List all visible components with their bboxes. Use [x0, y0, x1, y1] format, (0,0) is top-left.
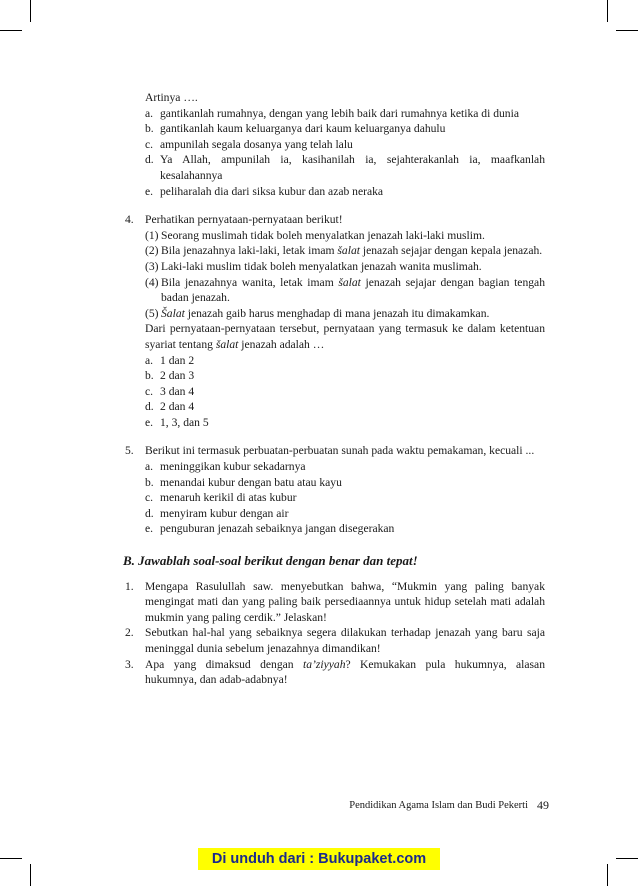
crop-mark [0, 30, 22, 31]
option-item [145, 106, 545, 122]
question-prompt: Dari pernyataan-pernyataan tersebut, pernyataan yang termasuk ke dalam ketentuan syariat tentang šalat jenazah adalah … [145, 322, 545, 351]
option-label: a. [145, 106, 154, 120]
question-number: 4. [125, 213, 134, 227]
statement-label: (5) [145, 306, 159, 320]
statement-item [145, 275, 545, 306]
option-label: c. [145, 491, 154, 505]
option-item [145, 459, 545, 475]
statement-text: Bila jenazahnya laki-laki, letak imam šalat jenazah sejajar dengan kepala jenazah. [161, 244, 543, 258]
page-content [125, 90, 545, 688]
option-text: gantikanlah rumahnya, dengan yang lebih baik dari rumahnya ketika di dunia [160, 106, 519, 120]
option-label: e. [145, 415, 154, 429]
option-item [145, 353, 545, 369]
option-text: 3 dan 4 [160, 384, 195, 398]
statement-label: (3) [145, 259, 159, 273]
q3-intro: Artinya …. [145, 91, 198, 104]
option-text: meninggikan kubur sekadarnya [160, 460, 306, 474]
question-number: 1. [125, 579, 134, 593]
option-label: e. [145, 522, 154, 536]
option-text: ampunilah segala dosanya yang telah lalu [160, 137, 353, 151]
statement-text: Bila jenazahnya wanita, letak imam šalat jenazah sejajar dengan bagian tengah badan jenazah. [161, 275, 545, 305]
option-item [145, 399, 545, 415]
statement-item [145, 243, 545, 259]
essay-question [125, 625, 545, 656]
option-label: b. [145, 369, 154, 383]
statement-item [145, 228, 545, 244]
question-text: Sebutkan hal-hal yang sebaiknya segera dilakukan terhadap jenazah yang baru saja meninggal dunia sebelum jenazahnya dimandikan! [145, 626, 545, 655]
option-item [145, 506, 545, 522]
option-label: d. [145, 400, 154, 414]
crop-mark [30, 0, 31, 22]
option-text: 1 dan 2 [160, 353, 195, 367]
option-text: 2 dan 3 [160, 369, 195, 383]
statement-text: Seorang muslimah tidak boleh menyalatkan jenazah laki-laki muslim. [161, 228, 485, 242]
option-text: penguburan jenazah sebaiknya jangan disegerakan [160, 522, 395, 536]
question-text: Berikut ini termasuk perbuatan-perbuatan sunah pada waktu pemakaman, kecuali ... [145, 444, 535, 458]
option-label: b. [145, 122, 154, 136]
crop-mark [607, 0, 608, 22]
option-text: gantikanlah kaum keluarganya dari kaum keluarganya dahulu [160, 122, 446, 136]
statement-text: Laki-laki muslim tidak boleh menyalatkan jenazah wanita muslimah. [161, 259, 482, 273]
download-banner[interactable]: Di unduh dari : Bukupaket.com [198, 848, 440, 870]
option-text: Ya Allah, ampunilah ia, kasihanilah ia, sejahterakanlah ia, maafkanlah kesalahannya [160, 153, 545, 182]
question-4 [125, 212, 545, 228]
option-item [145, 521, 545, 537]
crop-mark [30, 864, 31, 886]
question-number: 3. [125, 657, 134, 671]
footer-book-title: Pendidikan Agama Islam dan Budi Pekerti [349, 800, 528, 811]
option-text: 2 dan 4 [160, 400, 195, 414]
question-text: Perhatikan pernyataan-pernyataan berikut! [145, 213, 343, 227]
option-label: a. [145, 460, 154, 474]
section-b-title: B. Jawablah soal-soal berikut dengan benar dan tepat! [123, 553, 418, 569]
essay-question [125, 657, 545, 688]
option-text: menandai kubur dengan batu atau kayu [160, 475, 342, 489]
statement-label: (2) [145, 244, 159, 258]
option-item [145, 152, 545, 183]
statement-text: Šalat jenazah gaib harus menghadap di mana jenazah itu dimakamkan. [161, 306, 490, 320]
option-text: peliharalah dia dari siksa kubur dan azab neraka [160, 184, 384, 198]
option-text: menaruh kerikil di atas kubur [160, 491, 297, 505]
option-item [145, 137, 545, 153]
question-text: Mengapa Rasulullah saw. menyebutkan bahwa, “Mukmin yang paling banyak mengingat mati dan yang paling baik persediaannya untuk hidup setelah mati adalah mukmin yang paling cerdik.” Jelaskan! [145, 579, 545, 624]
statement-label: (4) [145, 275, 159, 289]
q3-options [125, 106, 545, 200]
option-item [145, 368, 545, 384]
option-item [145, 475, 545, 491]
option-item [145, 490, 545, 506]
option-item [145, 121, 545, 137]
option-item [145, 184, 545, 200]
option-label: e. [145, 184, 154, 198]
page-number: 49 [537, 798, 549, 812]
statement-item [145, 306, 545, 322]
option-item [145, 415, 545, 431]
crop-mark [616, 30, 638, 31]
statement-label: (1) [145, 228, 159, 242]
question-5 [125, 443, 545, 459]
crop-mark [607, 864, 608, 886]
question-text: Apa yang dimaksud dengan ta’ziyyah? Kemukakan pula hukumnya, alasan hukumnya, dan adab-adabnya! [145, 657, 546, 687]
crop-mark [616, 858, 638, 859]
option-label: a. [145, 353, 154, 367]
statement-item [145, 259, 545, 275]
essay-question [125, 579, 545, 626]
option-label: d. [145, 153, 154, 167]
crop-mark [0, 858, 22, 859]
question-number: 2. [125, 626, 134, 640]
question-number: 5. [125, 444, 134, 458]
option-label: b. [145, 475, 154, 489]
option-text: 1, 3, dan 5 [160, 415, 209, 429]
option-item [145, 384, 545, 400]
option-label: c. [145, 384, 154, 398]
option-text: menyiram kubur dengan air [160, 506, 289, 520]
option-label: c. [145, 137, 154, 151]
option-label: d. [145, 506, 154, 520]
